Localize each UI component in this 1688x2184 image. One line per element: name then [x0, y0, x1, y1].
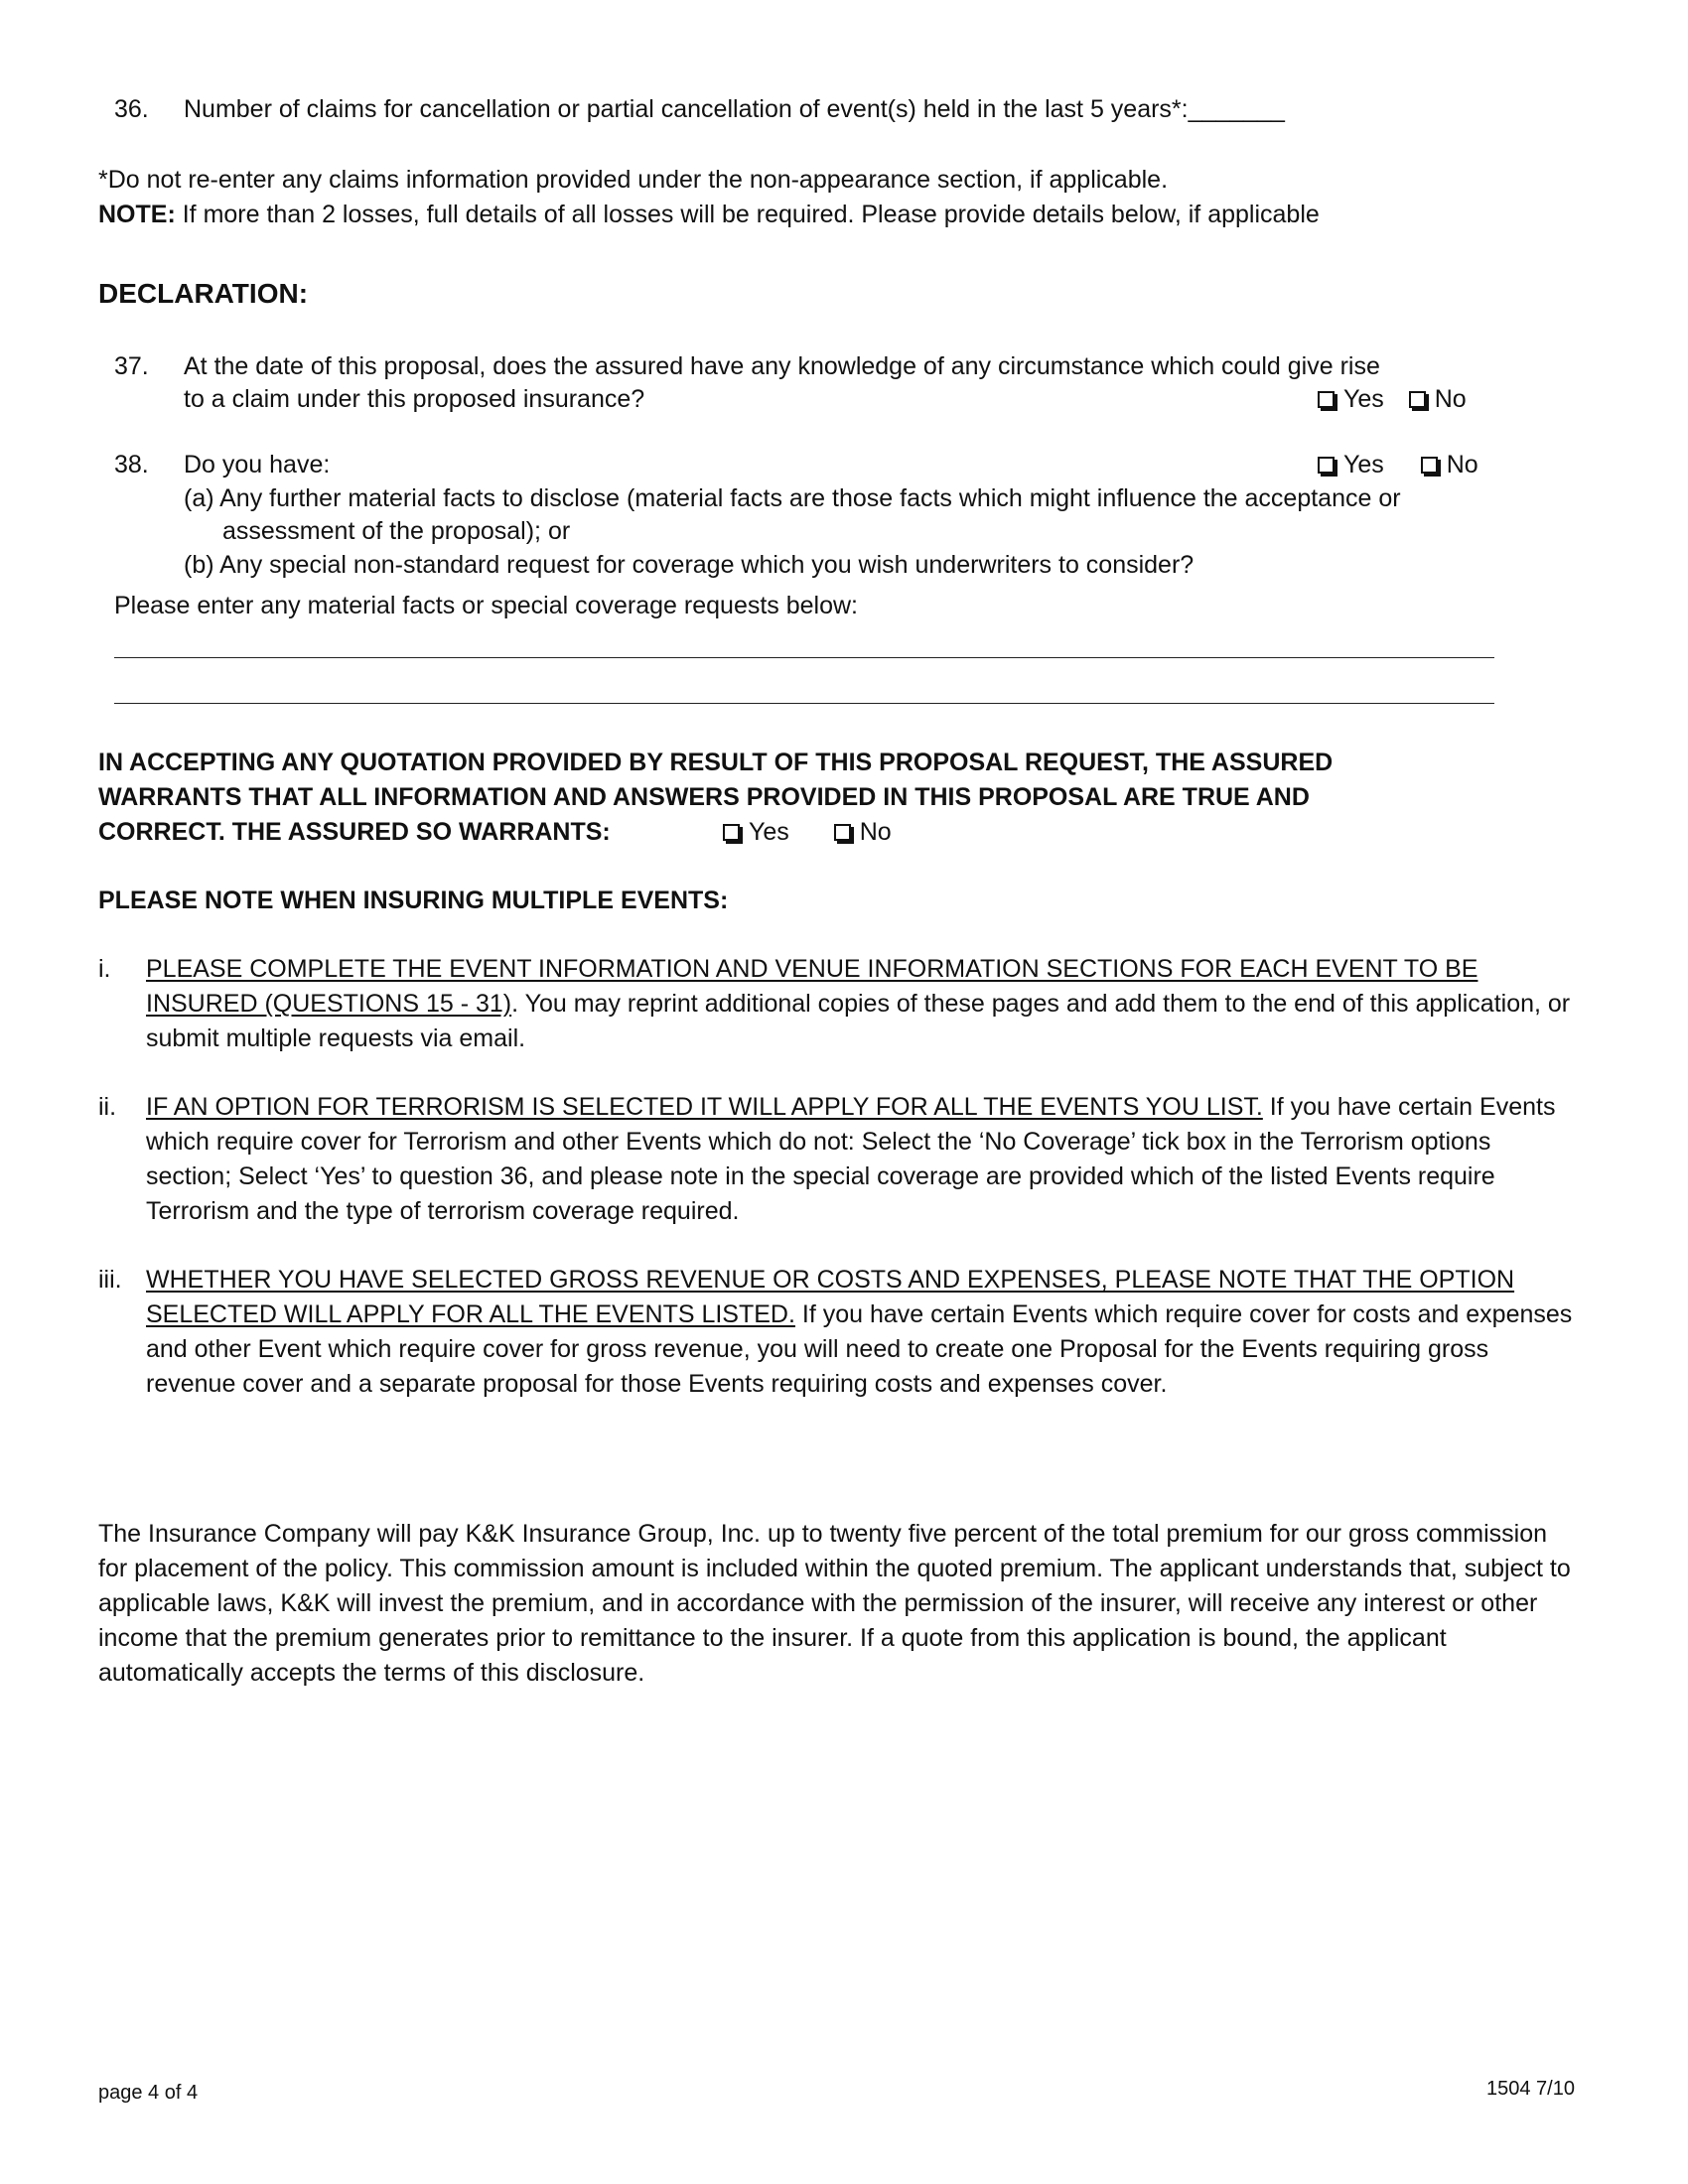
q38-number: 38. [114, 451, 149, 478]
q36-question [184, 92, 1285, 127]
q37-no-label: No [1434, 385, 1467, 413]
item-i-text [146, 952, 1581, 1056]
q36-answer-blank[interactable]: _______ [1188, 95, 1285, 123]
item-i-rest: . You may reprint additional copies of these pages and add them to the end of this application, or submit multiple requests via email. [146, 990, 1571, 1052]
q37-no-checkbox[interactable] [1409, 382, 1467, 417]
q38-options [1318, 448, 1478, 482]
item-ii-marker: ii. [98, 1093, 117, 1121]
warranty-line3: CORRECT. THE ASSURED SO WARRANTS: [98, 818, 611, 846]
q37-number: 37. [114, 352, 149, 380]
q37-options [1318, 382, 1467, 417]
commission-disclosure: The Insurance Company will pay K&K Insurance Group, Inc. up to twenty five percent of the total premium for our gross commission for placement of the policy. This commission amount is included within the quoted premium. The applicant understands that, subject to applicable laws, K&K will invest the premium, and in accordance with the permission of the insurer, will receive any interest or other income that the premium generates prior to remittance to the insurer. If a quote from this application is bound, the applicant automatically accepts the terms of this disclosure. [98, 1520, 1571, 1687]
warranty-line2: WARRANTS THAT ALL INFORMATION AND ANSWERS PROVIDED IN THIS PROPOSAL ARE TRUE AND [98, 783, 1310, 811]
item-i-marker: i. [98, 955, 111, 983]
losses-note [98, 198, 1320, 232]
warranty-no-label: No [859, 818, 892, 846]
checkbox-icon [834, 824, 851, 841]
warranty-no-checkbox[interactable] [834, 815, 892, 850]
q37-line1: At the date of this proposal, does the assured have any knowledge of any circumstance which could give rise [184, 352, 1380, 380]
claims-asterisk-note: *Do not re-enter any claims information provided under the non-appearance section, if applicable. [98, 166, 1169, 194]
note-label: NOTE: [98, 201, 176, 228]
item-ii-text [146, 1090, 1581, 1229]
checkbox-icon [1318, 457, 1335, 474]
q38-no-label: No [1446, 451, 1478, 478]
page-number: page 4 of 4 [98, 2082, 199, 2104]
checkbox-icon [1318, 391, 1335, 408]
checkbox-icon [1409, 391, 1426, 408]
form-number: 1504 7/10 [1486, 2078, 1575, 2100]
checkbox-icon [723, 824, 740, 841]
multiple-events-heading: PLEASE NOTE WHEN INSURING MULTIPLE EVENTS: [98, 887, 729, 914]
q38-no-checkbox[interactable] [1421, 448, 1478, 482]
q38-a-line1: (a) Any further material facts to disclose (material facts are those facts which might influence the acceptance or [184, 484, 1401, 512]
q38-yes-label: Yes [1343, 451, 1384, 478]
declaration-heading: DECLARATION: [98, 278, 309, 309]
q37-line2: to a claim under this proposed insurance? [184, 385, 645, 413]
q38-yes-checkbox[interactable] [1318, 448, 1384, 482]
material-facts-line-1[interactable] [114, 657, 1494, 658]
q38-a-line2: assessment of the proposal); or [222, 517, 571, 545]
q36-number: 36. [114, 95, 149, 123]
q38-b-line: (b) Any special non-standard request for coverage which you wish underwriters to consider? [184, 551, 1195, 579]
item-ii-rest: If you have certain Events which require cover for Terrorism and other Events which do not: Select the ‘No Coverage’ tick box in the Terrorism options section; Select ‘Yes’ to question 36, and please note in the special coverage are provided which of the listed Events require Terrorism and the type of terrorism coverage required. [146, 1093, 1556, 1225]
warranty-yes-label: Yes [749, 818, 789, 846]
item-iii-marker: iii. [98, 1266, 122, 1294]
item-ii-underlined: IF AN OPTION FOR TERRORISM IS SELECTED IT WILL APPLY FOR ALL THE EVENTS YOU LIST. [146, 1093, 1263, 1121]
warranty-line1: IN ACCEPTING ANY QUOTATION PROVIDED BY RESULT OF THIS PROPOSAL REQUEST, THE ASSURED [98, 749, 1334, 776]
material-facts-prompt: Please enter any material facts or special coverage requests below: [114, 592, 858, 619]
item-iii-underlined: WHETHER YOU HAVE SELECTED GROSS REVENUE OR COSTS AND EXPENSES, PLEASE NOTE THAT THE OPTION SELECTED WILL APPLY FOR ALL THE EVENTS LISTED. [146, 1266, 1515, 1328]
item-iii-rest: If you have certain Events which require cover for costs and expenses and other Event which require cover for gross revenue, you will need to create one Proposal for the Events requiring gross revenue cover and a separate proposal for those Events requiring costs and expenses cover. [146, 1300, 1573, 1398]
q36-text: Number of claims for cancellation or partial cancellation of event(s) held in the last 5 years*: [184, 95, 1189, 123]
warranty-yes-checkbox[interactable] [723, 815, 789, 850]
checkbox-icon [1421, 457, 1438, 474]
q38-line1: Do you have: [184, 451, 331, 478]
warranty-options [723, 815, 892, 850]
item-i-underlined: PLEASE COMPLETE THE EVENT INFORMATION AND VENUE INFORMATION SECTIONS FOR EACH EVENT TO BE INSURED (QUESTIONS 15 - 31) [146, 955, 1478, 1018]
q37-yes-checkbox[interactable] [1318, 382, 1384, 417]
note-text: If more than 2 losses, full details of all losses will be required. Please provide details below, if applicable [175, 201, 1320, 228]
item-iii-text [146, 1263, 1581, 1402]
material-facts-line-2[interactable] [114, 703, 1494, 704]
q37-yes-label: Yes [1343, 385, 1384, 413]
